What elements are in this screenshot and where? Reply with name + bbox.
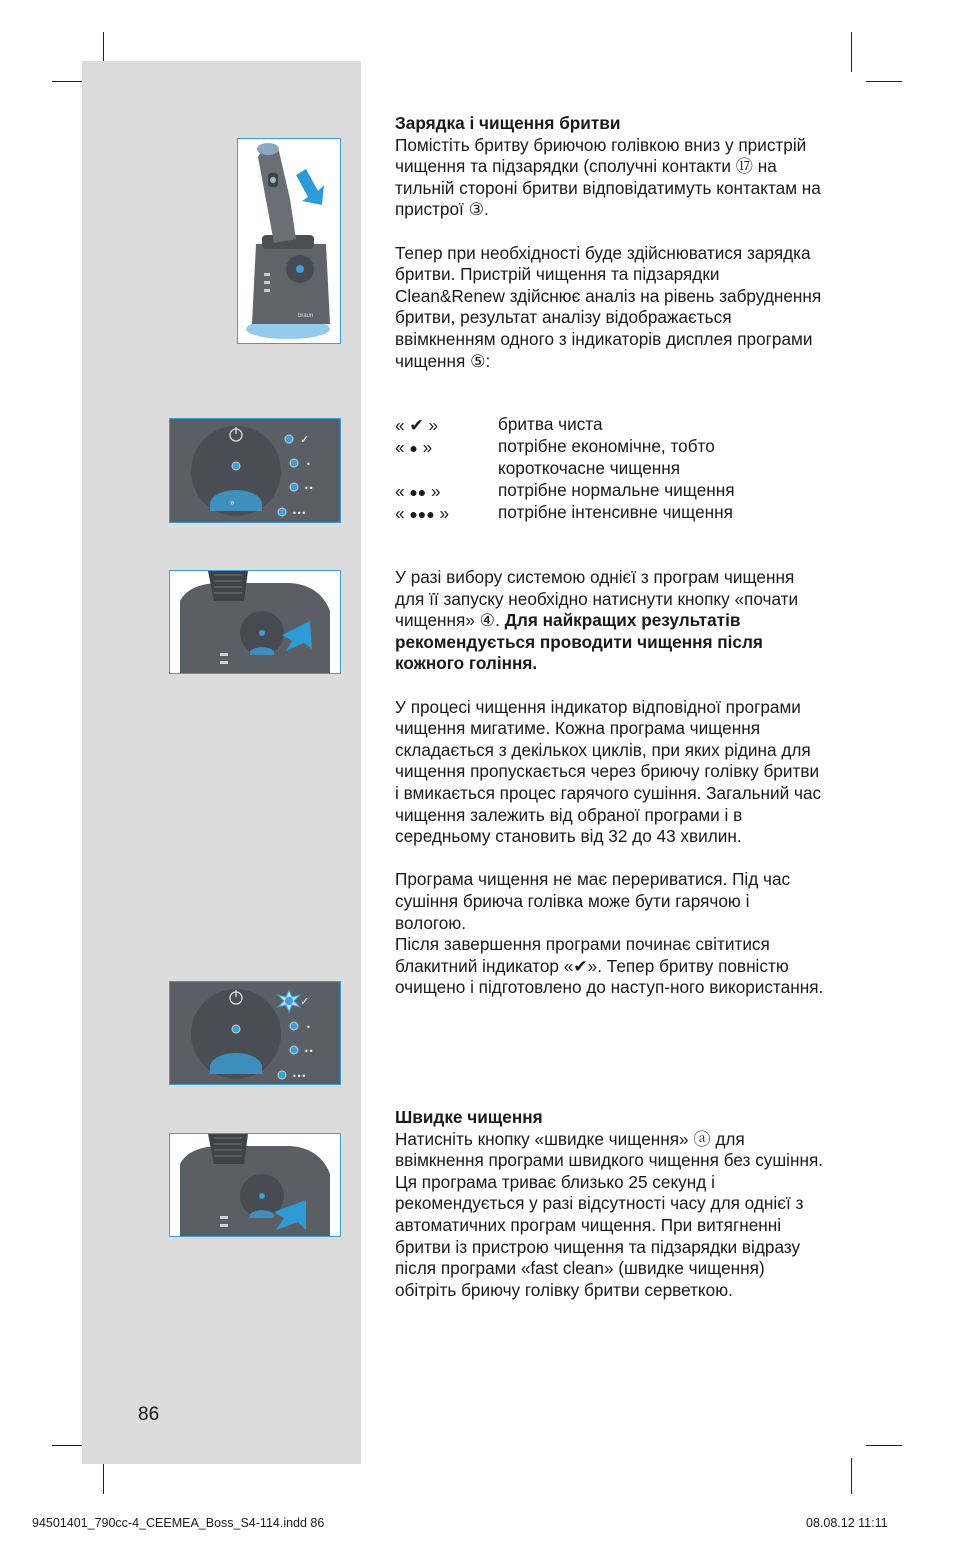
svg-text:••: •• [304,1047,314,1056]
crop-mark [52,81,82,82]
svg-text:»: » [230,498,235,507]
section-cleaning [395,567,825,999]
figure-shaver-insert [237,138,341,344]
indicator-symbol: « ✔ » [395,415,439,435]
paragraph: Тепер при необхідності буде здійснюватися зарядка бритви. Пристрій чищення та підзарядки Clean&Renew здійснює аналіз на рівень забруднення бритви, результат аналізу відображається ввімкненням одного з індикаторів дисплея програми чищення ⑤: [395,242,822,371]
figure-press-start [169,570,341,674]
indicator-symbol: « ● » [395,437,433,457]
paragraph: Після завершення програми починає світитися блакитний індикатор «✔». Тепер бритву повністю очищено і підготовлено до наступ-ного використання. [395,934,824,998]
indicator-label: потрібне інтенсивне чищення [498,502,733,522]
svg-text:•: • [306,460,311,469]
paragraph: Натисніть кнопку «швидке чищення» ⓐ для ввімкнення програми швидкого чищення без сушіння. Ця програма триває близько 25 секунд і рекомендується у разі відсутності часу для однієї з автоматичних програм чищення. При витягненні бритви із пристрою чищення та підзарядки відразу після програми «fast clean» (швидке чищення) обітріть бриючу голівку бритви серветкою. [395,1128,824,1300]
crop-mark [52,1445,82,1446]
section-heading: Зарядка і чищення бритви [395,113,621,133]
section-fast-clean [395,1107,825,1301]
svg-text:••: •• [304,484,314,493]
svg-text:•: • [306,1023,311,1032]
paragraph-bold: Для найкращих результатів рекомендується проводити чищення після кожного гоління. [395,610,763,674]
paragraph [395,567,825,675]
svg-text:•••: ••• [292,1072,307,1081]
crop-mark [866,81,902,82]
crop-mark [851,1458,852,1494]
crop-mark [866,1445,902,1446]
brand-logo: braun [298,313,314,319]
footer-file: 94501401_790cc-4_CEEMEA_Boss_S4-114.indd 86 [32,1516,325,1530]
svg-text:✓: ✓ [300,433,310,446]
section-charging [395,113,825,372]
indicator-label: бритва чиста [498,414,603,434]
crop-mark [851,32,852,72]
indicator-symbol: « ●● » [395,481,441,501]
figure-display-lit [169,981,341,1085]
figure-display-panel [169,418,341,523]
indicator-label: потрібне економічне, тобто короткочасне чищення [498,436,715,478]
paragraph: Помістіть бритву бриючою голівкою вниз у пристрій чищення та підзарядки (сполучні контакти ⑰ на тильній стороні бритви відповідатимуть контактам на пристрої ③. [395,134,821,220]
indicator-symbol: « ●●● » [395,503,450,523]
svg-text:✓: ✓ [300,995,310,1008]
paragraph: Програма чищення не має перериватися. Під час сушіння бриюча голівка може бути гарячою і вологою. [395,869,791,933]
figure-fast-clean [169,1133,341,1237]
indicator-label: потрібне нормальне чищення [498,480,735,500]
footer-date: 08.08.12 11:11 [806,1516,888,1530]
page-number: 86 [138,1404,160,1425]
paragraph: У процесі чищення індикатор відповідної програми чищення мигатиме. Кожна програма чищення складається з декількох циклів, при яких рідина для чищення пропускається через бриючу голівку бритви і вмикається процес гарячого сушіння. Загальний час чищення залежить від обраної програми і в середньому становить від 32 до 43 хвилин. [395,696,822,847]
svg-text:•••: ••• [292,509,307,518]
section-heading: Швидке чищення [395,1107,543,1127]
paragraph-text: У разі вибору системою однієї з програм чищення для її запуску необхідно натиснути кнопку «почати чищення» ④. [395,567,799,631]
